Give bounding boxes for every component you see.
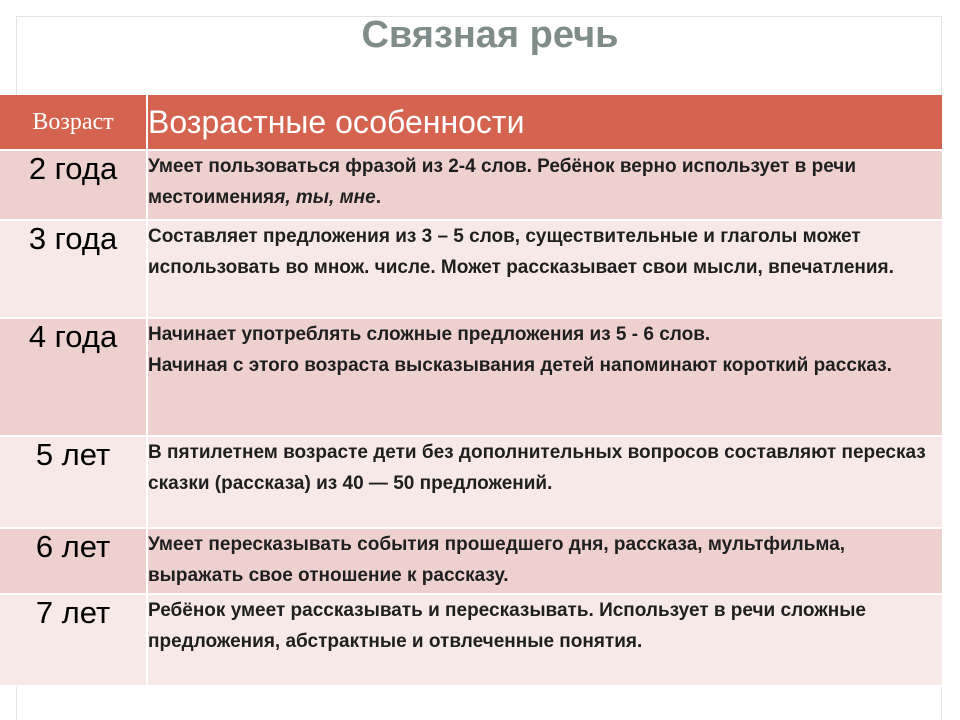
table-row	[0, 220, 942, 318]
description-tail: .	[375, 187, 381, 208]
age-cell: 3 года	[0, 220, 147, 318]
table-row	[0, 150, 942, 220]
table-header-row	[0, 95, 942, 150]
description-cell	[147, 318, 942, 436]
description-line-1: Начинает употреблять сложные предложения из 5 - 6 слов.	[148, 324, 711, 345]
page-title: Связная речь	[361, 14, 619, 56]
header-age: Возраст	[0, 95, 147, 150]
description-cell: Ребёнок умеет рассказывать и пересказывать. Использует в речи сложные предложения, абстрактные и отвлеченные понятия.	[147, 594, 942, 686]
description-cell: В пятилетнем возрасте дети без дополнительных вопросов составляют пересказ сказки (рассказа) из 40 — 50 предложений.	[147, 436, 942, 528]
age-cell: 7 лет	[0, 594, 147, 686]
age-cell: 5 лет	[0, 436, 147, 528]
age-cell: 6 лет	[0, 528, 147, 594]
description-line-2: Начиная с этого возраста высказывания детей напоминают короткий рассказ.	[148, 355, 892, 376]
table-row	[0, 436, 942, 528]
age-cell: 4 года	[0, 318, 147, 436]
description-cell: Умеет пересказывать события прошедшего дня, рассказа, мультфильма, выражать свое отношение к рассказу.	[147, 528, 942, 594]
table-row	[0, 594, 942, 686]
table-row	[0, 318, 942, 436]
table-row	[0, 528, 942, 594]
age-features-table	[0, 95, 942, 687]
pronouns-example: я, ты, мне	[274, 187, 376, 208]
description-cell	[147, 150, 942, 220]
description-text: Умеет пользоваться фразой из 2-4 слов. Ребёнок верно использует в речи местоимения	[148, 156, 857, 208]
header-features: Возрастные особенности	[147, 95, 942, 150]
description-cell: Составляет предложения из 3 – 5 слов, существительные и глаголы может использовать во множ. числе. Может рассказывает свои мысли, впечатления.	[147, 220, 942, 318]
age-cell: 2 года	[0, 150, 147, 220]
